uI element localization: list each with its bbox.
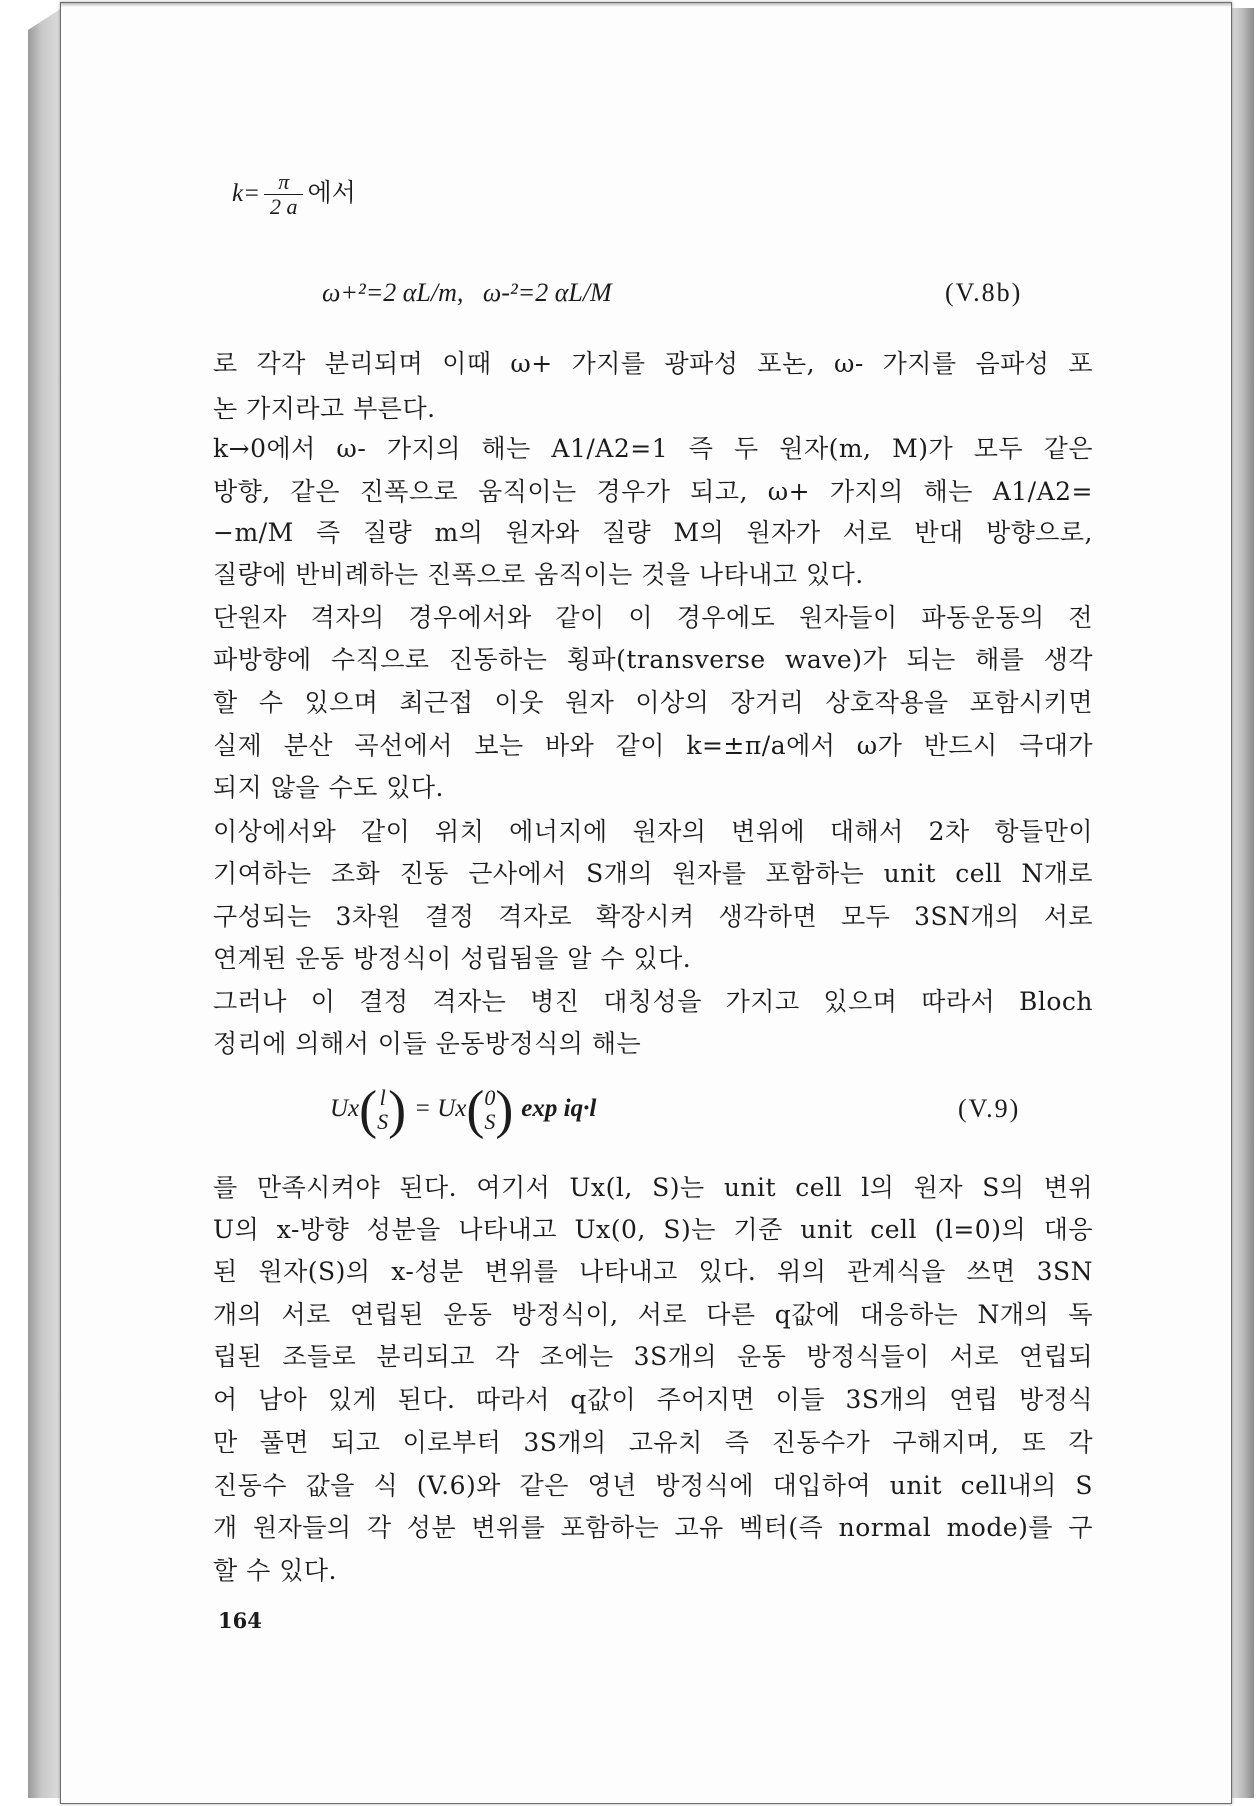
text-line: 이상에서와 같이 위치 에너지에 원자의 변위에 대해서 2차 항들만이	[213, 817, 1093, 846]
book-left-edge	[28, 8, 62, 1798]
page-number: 164	[218, 1608, 262, 1633]
text-line: 단원자 격자의 경우에서와 같이 이 경우에도 원자들이 파동운동의 전	[213, 603, 1093, 632]
paren-close-icon: )	[388, 1079, 407, 1140]
text-line: 기여하는 조화 진동 근사에서 S개의 원자를 포함하는 unit cell N개로	[213, 859, 1093, 888]
equation-u-right-stack	[484, 1086, 495, 1134]
equation-k-denominator: 2 a	[269, 194, 298, 219]
equation-u-exp: exp iq·l	[521, 1095, 597, 1122]
equation-u-bottom-l: S	[377, 1108, 389, 1134]
text-line: 립된 조들로 분리되고 각 조에는 3S개의 운동 방정식들이 서로 연립되	[213, 1342, 1093, 1371]
equation-k-suffix: 에서	[307, 178, 356, 207]
equation-u-bottom-r: S	[484, 1108, 496, 1134]
equation-k	[232, 170, 356, 219]
text-line: 논 가지라고 부른다.	[213, 394, 436, 423]
paren-close-icon: )	[495, 1079, 514, 1140]
text-line: −m/M 즉 질량 m의 원자와 질량 M의 원자가 서로 반대 방향으로,	[213, 518, 1093, 547]
text-line: 어 남아 있게 된다. 따라서 q값이 주어지면 이들 3S개의 연립 방정식	[213, 1385, 1093, 1414]
equation-omega-tag: (V.8b)	[945, 278, 1023, 307]
text-line: 그러나 이 결정 격자는 병진 대칭성을 가지고 있으며 따라서 Bloch	[213, 987, 1093, 1016]
text-line: 할 수 있으며 최근접 이웃 원자 이상의 장거리 상호작용을 포함시키면	[213, 688, 1093, 717]
equation-u-top-r: 0	[484, 1084, 496, 1110]
equation-k-fraction	[264, 170, 304, 219]
text-line: 할 수 있다.	[213, 1556, 337, 1585]
equation-k-numerator: π	[264, 170, 304, 195]
text-line: 정리에 의해서 이들 운동방정식의 해는	[213, 1029, 642, 1058]
text-line: 되지 않을 수도 있다.	[213, 773, 444, 802]
equation-u-left: Ux	[330, 1095, 360, 1122]
text-line: 구성되는 3차원 결정 격자로 확장시켜 생각하면 모두 3SN개의 서로	[213, 902, 1093, 931]
equation-u-equals: = Ux	[414, 1095, 467, 1122]
text-line: 진동수 값을 식 (V.6)와 같은 영년 방정식에 대입하여 unit cell내의 S	[213, 1471, 1093, 1500]
equation-u-tag: (V.9)	[958, 1094, 1021, 1123]
equation-u-top-l: l	[379, 1084, 386, 1110]
text-line: 만 풀면 되고 이로부터 3S개의 고유치 즉 진동수가 구해지며, 또 각	[213, 1428, 1093, 1457]
text-line: U의 x-방향 성분을 나타내고 Ux(0, S)는 기준 unit cell (l=0)의 대응	[213, 1215, 1093, 1244]
equation-k-prefix: k=	[232, 180, 260, 207]
paren-open-icon: (	[466, 1079, 485, 1140]
paren-open-icon: (	[359, 1079, 378, 1140]
text-line: 실제 분산 곡선에서 보는 바와 같이 k=±π/a에서 ω가 반드시 극대가	[213, 731, 1093, 760]
equation-omega: ω+²=2 αL/m, ω-²=2 αL/M	[322, 278, 612, 307]
text-line: 개 원자들의 각 성분 변위를 포함하는 고유 벡터(즉 normal mode)를 구	[213, 1513, 1093, 1542]
text-line: 연계된 운동 방정식이 성립됨을 알 수 있다.	[213, 944, 692, 973]
text-line: 방향, 같은 진폭으로 움직이는 경우가 되고, ω+ 가지의 해는 A1/A2=	[213, 477, 1093, 506]
text-line: 를 만족시켜야 된다. 여기서 Ux(l, S)는 unit cell l의 원자 S의 변위	[213, 1173, 1093, 1202]
text-line: 로 각각 분리되며 이때 ω+ 가지를 광파성 포논, ω- 가지를 음파성 포	[213, 349, 1093, 378]
text-line: k→0에서 ω- 가지의 해는 A1/A2=1 즉 두 원자(m, M)가 모두 같은	[213, 434, 1093, 463]
page-top-shadow	[61, 3, 1231, 7]
equation-u	[330, 1078, 596, 1139]
text-line: 파방향에 수직으로 진동하는 횡파(transverse wave)가 되는 해를 생각	[213, 645, 1093, 674]
text-line: 개의 서로 연립된 운동 방정식이, 서로 다른 q값에 대응하는 N개의 독	[213, 1300, 1093, 1329]
text-line: 된 원자(S)의 x-성분 변위를 나타내고 있다. 위의 관계식을 쓰면 3SN	[213, 1257, 1093, 1286]
equation-u-left-stack	[377, 1086, 388, 1134]
text-line: 질량에 반비례하는 진폭으로 움직이는 것을 나타내고 있다.	[213, 560, 864, 589]
